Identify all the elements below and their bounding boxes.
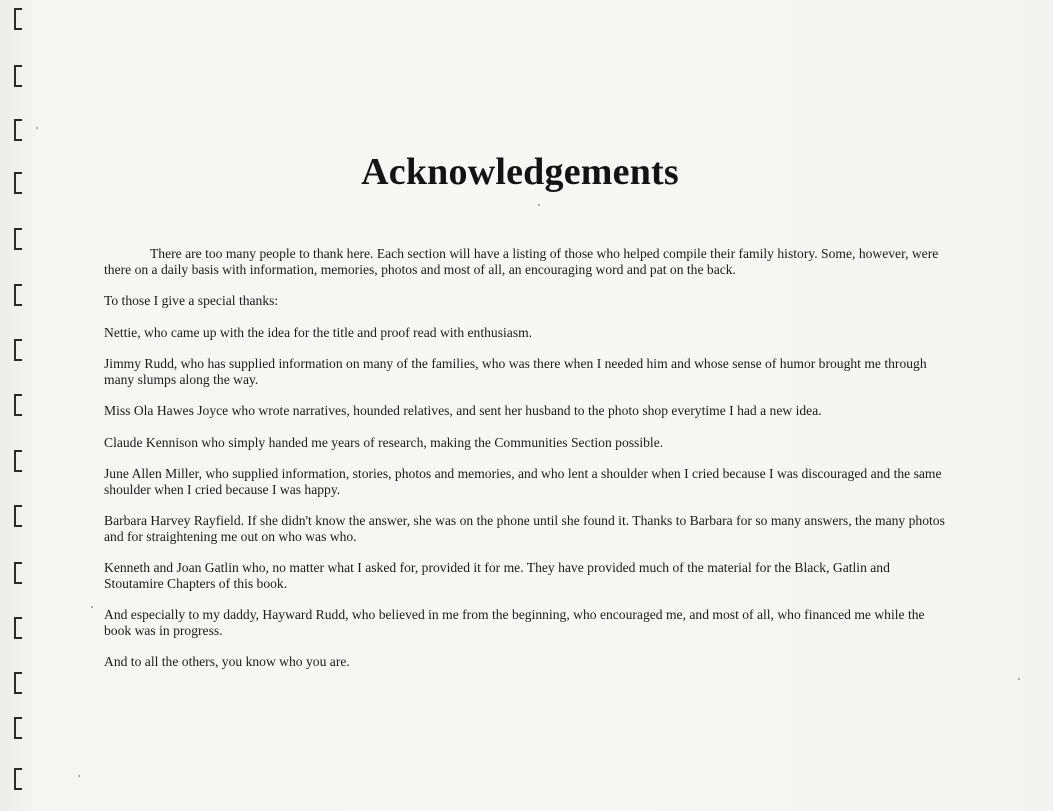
binding-hole [14,394,22,416]
scan-speck [36,127,38,129]
paragraph-intro: There are too many people to thank here. Each section will have a listing of those who helped compile their family history. Some, however, were there on a daily basis with information, memories, photos and most of all, an encouraging word and pat on the back. [104,246,939,277]
binding-hole [14,768,22,790]
scan-speck [538,204,540,206]
binding-hole [14,562,22,584]
binding-hole [14,450,22,472]
scan-speck [91,606,93,608]
binding-hole [14,65,22,87]
paragraph-hayward-rudd: And especially to my daddy, Hayward Rudd, who believed in me from the beginning, who encouraged me, and most of all, who financed me while the book was in progress. [104,607,925,638]
paragraph-special-thanks: To those I give a special thanks: [104,293,279,308]
paragraph-claude-kennison: Claude Kennison who simply handed me years of research, making the Communities Section possible. [104,434,664,450]
binding-hole [14,228,22,250]
page-title: Acknowledgements [361,151,679,193]
binding-hole [14,672,22,694]
binding-hole [14,717,22,739]
binding-hole [14,339,22,361]
acknowledgements-body [104,246,946,686]
binding-hole [14,284,22,306]
paragraph-jimmy-rudd: Jimmy Rudd, who has supplied information on many of the families, who was there when I needed him and whose sense of humor brought me through many slumps along the way. [104,356,927,387]
binding-hole [14,119,22,141]
paragraph-ola-hawes-joyce: Miss Ola Hawes Joyce who wrote narratives, hounded relatives, and sent her husband to the photo shop everytime I had a new idea. [104,403,822,418]
spiral-binding [0,0,40,811]
paragraph-barbara-rayfield: Barbara Harvey Rayfield. If she didn't know the answer, she was on the phone until she found it. Thanks to Barbara for so many answers, the many photos and for straightening me out on who was who. [104,513,945,544]
binding-hole [14,505,22,527]
paragraph-all-others: And to all the others, you know who you are. [104,654,350,669]
binding-hole [14,617,22,639]
paragraph-gatlin: Kenneth and Joan Gatlin who, no matter what I asked for, provided it for me. They have provided much of the material for the Black, Gatlin and Stoutamire Chapters of this book. [104,560,890,591]
scan-speck [78,775,80,777]
binding-hole [14,8,22,30]
scan-speck [1018,678,1020,680]
paragraph-nettie: Nettie, who came up with the idea for the title and proof read with enthusiasm. [104,324,533,340]
paragraph-june-allen-miller: June Allen Miller, who supplied information, stories, photos and memories, and who lent a shoulder when I cried because I was discouraged and the same shoulder when I cried because I was happy. [104,466,942,497]
